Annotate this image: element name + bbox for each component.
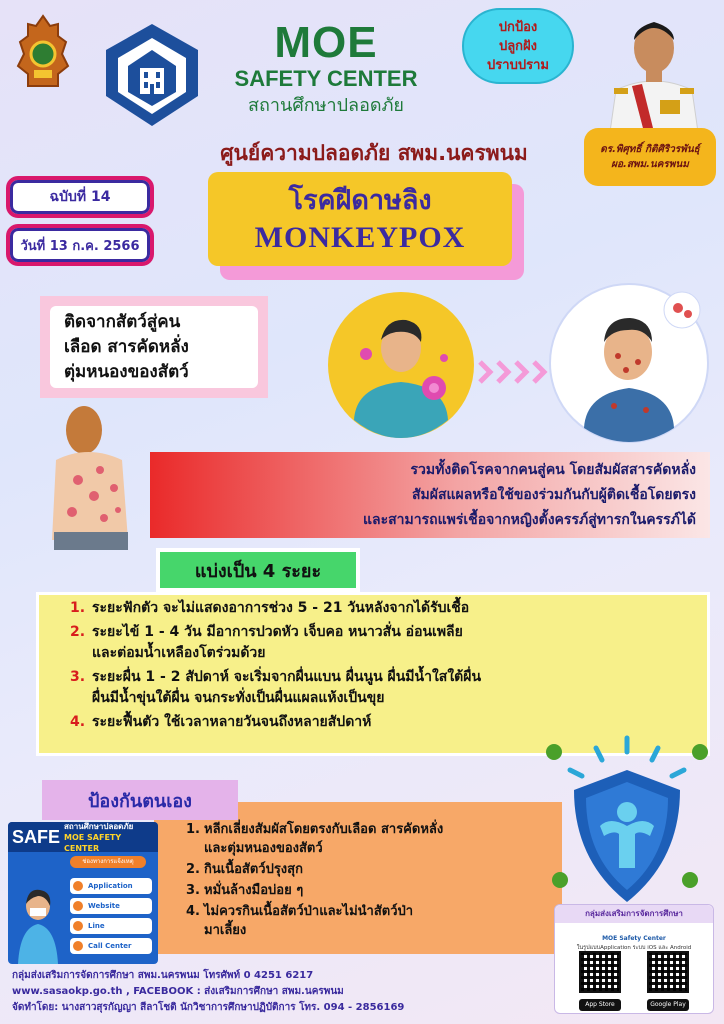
stage-line: และต่อมน้ำเหลืองโตร่วมด้วย (92, 645, 266, 661)
app-brand: MOE Safety Center (602, 935, 666, 942)
slogan-line: ปราบปราม (487, 57, 549, 73)
safe-row-application[interactable]: Application (70, 878, 152, 894)
prevention-item (186, 902, 548, 940)
footer-line: www.sasaokp.go.th , FACEBOOK : ส่งเสริมการศึกษา สพม.นครพนม (12, 986, 344, 997)
official-portrait (600, 8, 708, 132)
stages-list (70, 598, 700, 736)
brand-sub: SAFETY CENTER (234, 66, 418, 91)
stage-line: ระยะฟักตัว จะไม่แสดงอาการช่วง 5 - 21 วันหลังจากได้รับเชื้อ (92, 600, 470, 616)
prevention-heading: ป้องกันตนเอง (42, 780, 238, 820)
slogan-bubble (462, 8, 574, 84)
safe-line-1: สถานศึกษาปลอดภัย (64, 822, 134, 831)
official-name: ดร.พิศุทธิ์ กิติศิริวรพันธุ์ (600, 144, 700, 155)
info-line: และสามารถแพร่เชื้อจากหญิงตั้งครรภ์สู่ทารกในครรภ์ได้ (363, 511, 696, 528)
issue-number-badge: ฉบับที่ 14 (6, 176, 154, 218)
stages-heading: แบ่งเป็น 4 ระยะ (156, 548, 360, 592)
prevention-line: มาเลี้ยง (204, 923, 247, 938)
transmission-text (50, 306, 258, 388)
app-store-button[interactable]: App Store (579, 999, 621, 1011)
brand-main: MOE (274, 18, 378, 67)
stage-item (70, 622, 700, 664)
brand-thai: สถานศึกษาปลอดภัย (248, 95, 404, 116)
stage-number: 1. (70, 600, 86, 616)
prevention-line: หมั่นล้างมือบ่อย ๆ (204, 883, 304, 898)
safe-subtitle: ช่องทางการแจ้งเหตุ (70, 856, 146, 868)
safe-row-call-center[interactable]: Call Center (70, 938, 152, 954)
main-title-card (208, 172, 512, 266)
stage-number: 3. (70, 669, 86, 685)
footer-line: จัดทำโดย: นางสาวสุรกัญญา สีลาโชติ นักวิชาการศึกษาปฏิบัติการ โทร. 094 - 2856169 (12, 1002, 405, 1013)
prevention-line: และตุ่มหนองของสัตว์ (204, 841, 323, 856)
info-line: รวมทั้งติดโรคจากคนสู่คน โดยสัมผัสสารคัดหลั่ง (410, 461, 696, 478)
info-line: สัมผัสแผลหรือใช้ของร่วมกันกับผู้ติดเชื้อโดยตรง (412, 486, 696, 503)
sick-person-illustration (326, 290, 476, 440)
safe-word: SAFE (12, 826, 61, 847)
rash-woman-illustration (38, 400, 150, 550)
stage-line: ระยะผื่น 1 - 2 สัปดาห์ จะเริ่มจากผื่นแบน ผื่นนูน ผื่นมีน้ำใสใต้ผื่น (92, 669, 482, 685)
safe-card-header (8, 822, 158, 852)
official-name-card (584, 128, 716, 186)
footer (12, 968, 572, 1016)
transmission-line: ตุ่มหนองของสัตว์ (64, 361, 189, 382)
stage-number: 2. (70, 624, 86, 640)
issue-date-badge: วันที่ 13 ก.ค. 2566 (6, 224, 154, 266)
moe-safety-shield-logo (102, 22, 202, 128)
protection-shield-icon (540, 730, 714, 910)
prevention-item (186, 881, 548, 900)
app-download-card (554, 904, 714, 1014)
ministry-emblem-icon (14, 14, 72, 90)
title-english: MONKEYPOX (254, 221, 466, 254)
prevention-number: 1. (186, 822, 200, 837)
prevention-line: ไม่ควรกินเนื้อสัตว์ป่าและไม่นำสัตว์ป่า (204, 904, 414, 919)
prevention-line: กินเนื้อสัตว์ปรุงสุก (204, 862, 303, 877)
stage-item (70, 598, 700, 619)
qr-code-ios[interactable] (579, 951, 621, 993)
transmission-info-band (150, 452, 710, 538)
stage-line: ผื่นมีน้ำขุ่นใต้ผื่น จนกระทั่งเป็นผื่นแผลแห้งเป็นขุย (92, 690, 385, 706)
prevention-line: หลีกเลี่ยงสัมผัสโดยตรงกับเลือด สารคัดหลั่ง (204, 822, 444, 837)
stage-item (70, 667, 700, 709)
brand-block (226, 20, 426, 120)
arrow-chevrons-icon (478, 360, 552, 384)
transmission-box (40, 296, 268, 398)
safe-row-website[interactable]: Website (70, 898, 152, 914)
presenter-avatar (16, 884, 60, 964)
safe-contact-card (8, 822, 158, 964)
infected-person-illustration (548, 282, 710, 444)
prevention-number: 3. (186, 883, 200, 898)
prevention-box (154, 802, 562, 954)
prevention-number: 4. (186, 904, 200, 919)
stage-number: 4. (70, 714, 86, 730)
prevention-item (186, 860, 548, 879)
safe-row-line[interactable]: Line (70, 918, 152, 934)
title-thai: โรคฝีดาษลิง (288, 185, 432, 216)
safe-line-2: MOE SAFETY CENTER (64, 832, 122, 853)
prevention-number: 2. (186, 862, 200, 877)
app-platforms-line: ในรูปแบบApplication ระบบ iOS และ Android (576, 945, 692, 951)
qr-code-android[interactable] (647, 951, 689, 993)
google-play-button[interactable]: Google Play (647, 999, 689, 1011)
official-title: ผอ.สพม.นครพนม (611, 159, 689, 170)
prevention-item (186, 820, 548, 858)
transmission-line: เลือด สารคัดหลั่ง (64, 336, 189, 357)
footer-line: กลุ่มส่งเสริมการจัดการศึกษา สพม.นครพนม โทรศัพท์ 0 4251 6217 (12, 970, 314, 981)
stage-line: ระยะฟื้นตัว ใช้เวลาหลายวันจนถึงหลายสัปดาห์ (92, 714, 372, 730)
center-title: ศูนย์ความปลอดภัย สพม.นครพนม (220, 141, 528, 165)
transmission-line: ติดจากสัตว์สู่คน (64, 311, 181, 332)
slogan-line: ปลูกฝัง (498, 38, 538, 54)
app-card-heading: กลุ่มส่งเสริมการจัดการศึกษา (555, 905, 713, 923)
slogan-line: ปกป้อง (498, 19, 538, 35)
stage-line: ระยะไข้ 1 - 4 วัน มีอาการปวดหัว เจ็บคอ หนาวสั่น อ่อนเพลีย (92, 624, 463, 640)
